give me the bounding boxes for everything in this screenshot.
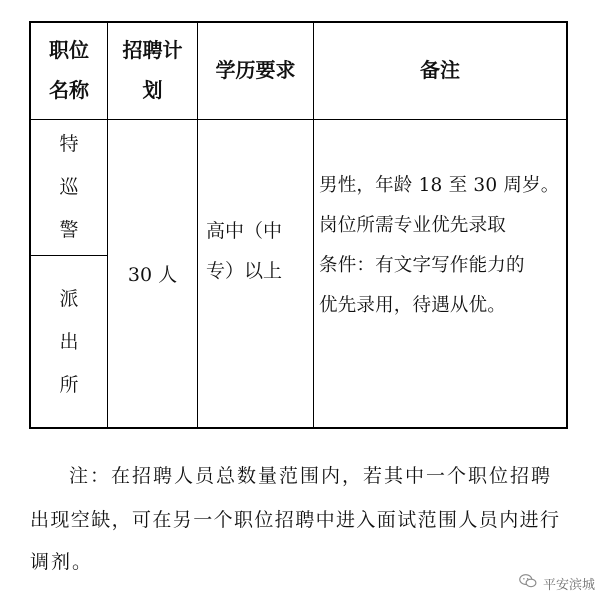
- note-line-2: 出现空缺，可在另一个职位招聘中进入面试范围人员内进行: [30, 509, 561, 531]
- remarks-line-3: 条件：有文字写作能力的: [319, 255, 525, 276]
- table-header-divider: [29, 119, 568, 120]
- education-line-2: 专）以上: [206, 260, 283, 282]
- header-position-name-line-2: 名称: [49, 78, 89, 102]
- note-line-3: 调剂。: [30, 551, 94, 573]
- watermark: [519, 573, 595, 593]
- header-remarks: 备注: [420, 58, 460, 82]
- remarks-line-4: 优先录用，待遇从优。: [319, 295, 507, 316]
- wechat-icon: [519, 573, 537, 593]
- watermark-text: 平安滨城: [542, 577, 595, 593]
- education-line-1: 高中（中: [206, 220, 283, 242]
- remarks-line-1: 男性，年龄 18 至 30 周岁。: [319, 175, 560, 196]
- position-special-patrol: [31, 123, 107, 252]
- table-border-top: [29, 21, 568, 23]
- remarks-line-2: 岗位所需专业优先录取: [319, 215, 507, 236]
- table-border-right: [566, 21, 568, 429]
- education-requirement: [206, 211, 310, 291]
- remarks-content: [319, 166, 565, 326]
- header-recruit-plan: [108, 30, 197, 110]
- note-line-1: 注：在招聘人员总数量范围内，若其中一个职位招聘: [69, 465, 553, 487]
- position-special-patrol-char-1: 特: [59, 133, 79, 155]
- position-special-patrol-char-2: 巡: [59, 176, 79, 198]
- header-education: 学历要求: [215, 58, 296, 82]
- position-police-station-char-1: 派: [59, 288, 79, 310]
- position-police-station-char-2: 出: [59, 331, 79, 353]
- header-recruit-plan-line-1: 招聘计: [122, 38, 183, 62]
- table-row-divider: [29, 255, 108, 256]
- header-position-name: [31, 30, 107, 110]
- header-position-name-line-1: 职位: [49, 38, 89, 62]
- position-special-patrol-char-3: 警: [59, 219, 79, 241]
- table-border-bottom: [29, 427, 568, 429]
- position-police-station-char-3: 所: [59, 374, 79, 396]
- recruit-plan-value: 30 人: [127, 264, 178, 286]
- position-police-station: [31, 278, 107, 407]
- header-recruit-plan-line-2: 划: [142, 78, 163, 102]
